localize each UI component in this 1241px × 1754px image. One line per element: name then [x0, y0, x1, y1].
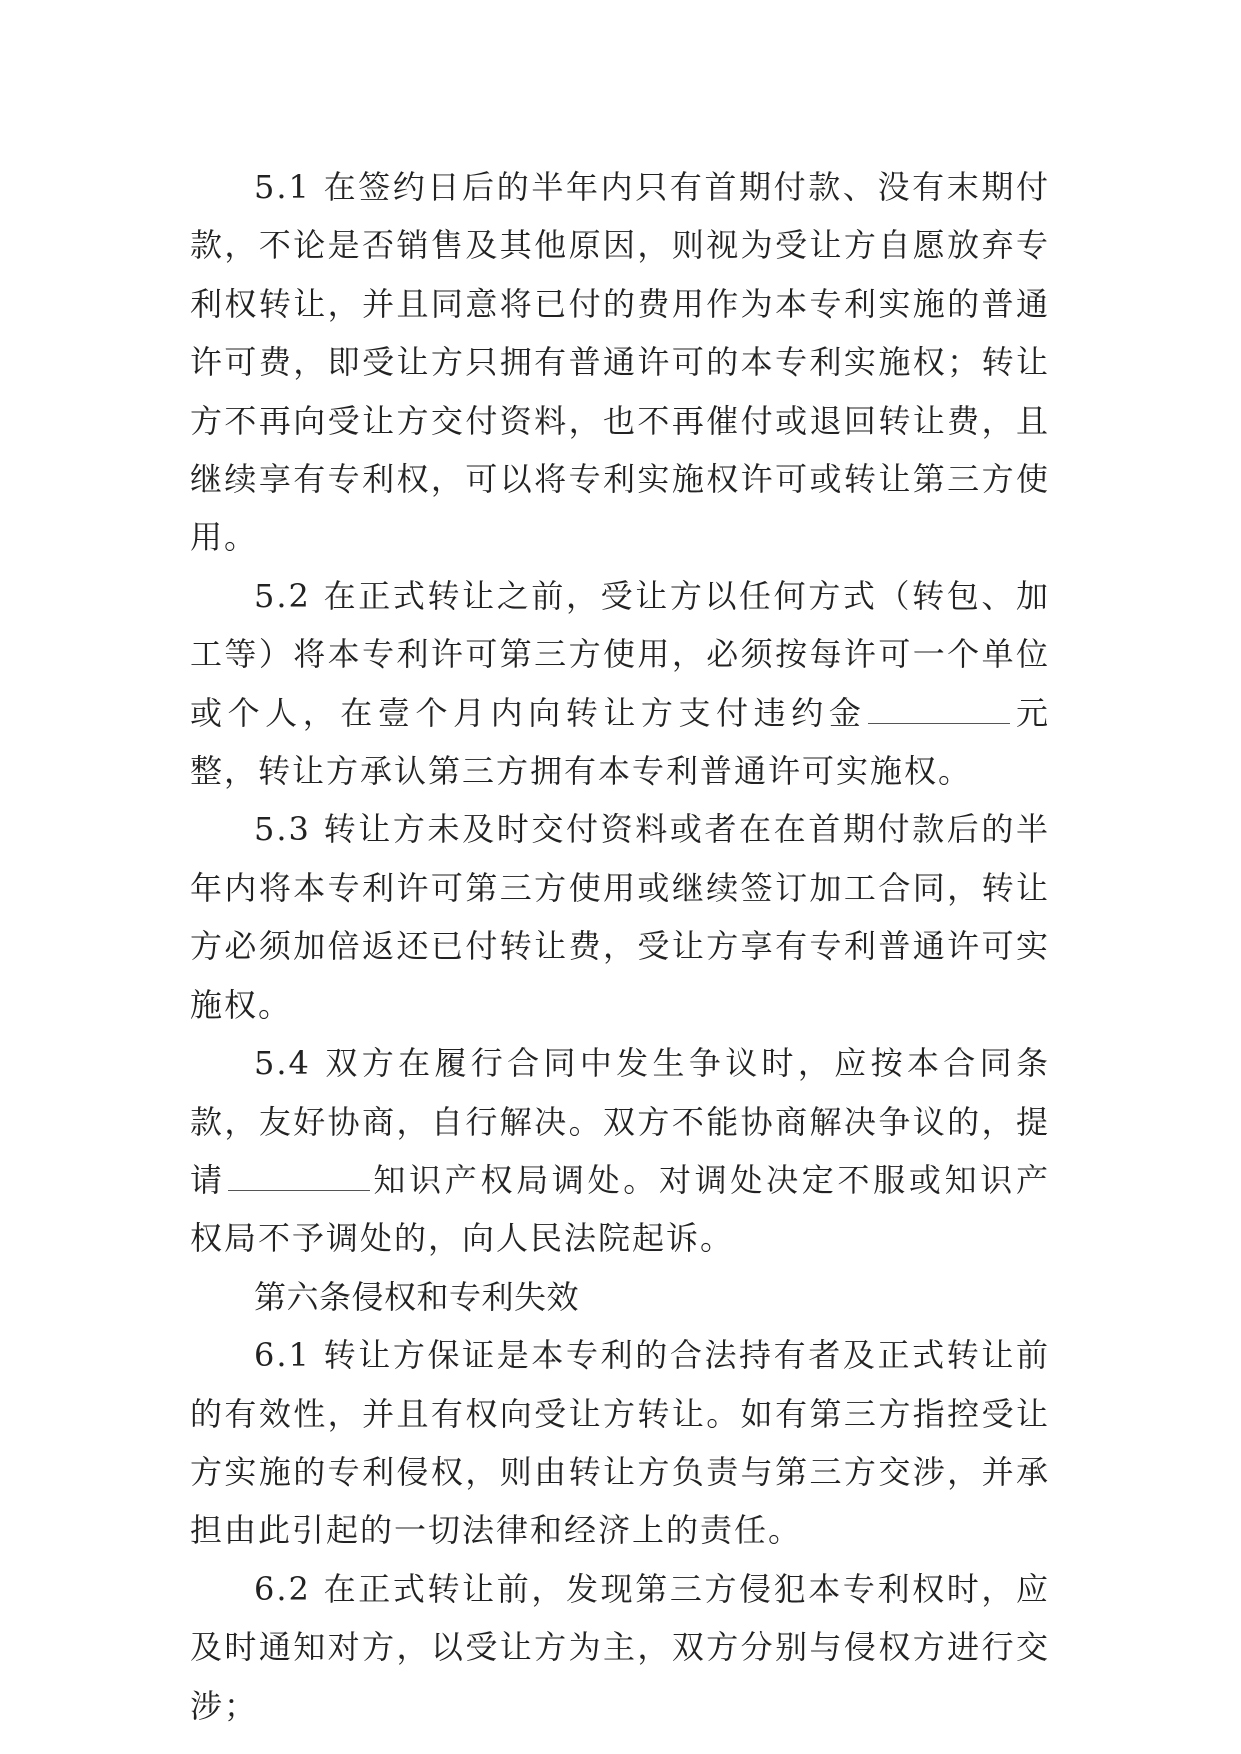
clause-5-4 — [190, 1034, 1050, 1268]
clause-5-1: 5.1 在签约日后的半年内只有首期付款、没有末期付款，不论是否销售及其他原因，则视为受让方自愿放弃专利权转让，并且同意将已付的费用作为本专利实施的普通许可费，即受让方只拥有普通许可的本专利实施权；转让方不再向受让方交付资料，也不再催付或退回转让费，且继续享有专利权，可以将专利实施权许可或转让第三方使用。 — [190, 168, 1050, 557]
article-6-heading: 第六条侵权和专利失效 — [254, 1277, 580, 1316]
ip-office-name-blank — [228, 1189, 370, 1191]
clause-6-2: 6.2 在正式转让前，发现第三方侵犯本专利权时，应及时通知对方，以受让方为主，双方分别与侵权方进行交涉； — [190, 1569, 1050, 1725]
clause-5-2-text-before: 5.2 在正式转让之前，受让方以任何方式（转包、加工等）将本专利许可第三方使用，必须按每许可一个单位或个人，在壹个月内向转让方支付违约金 — [190, 576, 1050, 732]
clause-5-4-text-before: 5.4 双方在履行合同中发生争议时，应按本合同条款，友好协商，自行解决。双方不能协商解决争议的，提请 — [190, 1044, 1050, 1199]
penalty-amount-blank — [868, 722, 1010, 724]
clause-6-1: 6.1 转让方保证是本专利的合法持有者及正式转让前的有效性，并且有权向受让方转让。如有第三方指控受让方实施的专利侵权，则由转让方负责与第三方交涉，并承担由此引起的一切法律和经济上的责任。 — [190, 1336, 1050, 1550]
clause-5-2 — [190, 567, 1050, 801]
clause-5-3: 5.3 转让方未及时交付资料或者在在首期付款后的半年内将本专利许可第三方使用或继续签订加工合同，转让方必须加倍返还已付转让费，受让方享有专利普通许可实施权。 — [190, 810, 1050, 1024]
clause-5-2-text-after: 元整，转让方承认第三方拥有本专利普通许可实施权。 — [190, 693, 1050, 791]
clause-5-4-text-after: 知识产权局调处。对调处决定不服或知识产权局不予调处的，向人民法院起诉。 — [190, 1160, 1050, 1258]
document-body — [190, 158, 1050, 1735]
